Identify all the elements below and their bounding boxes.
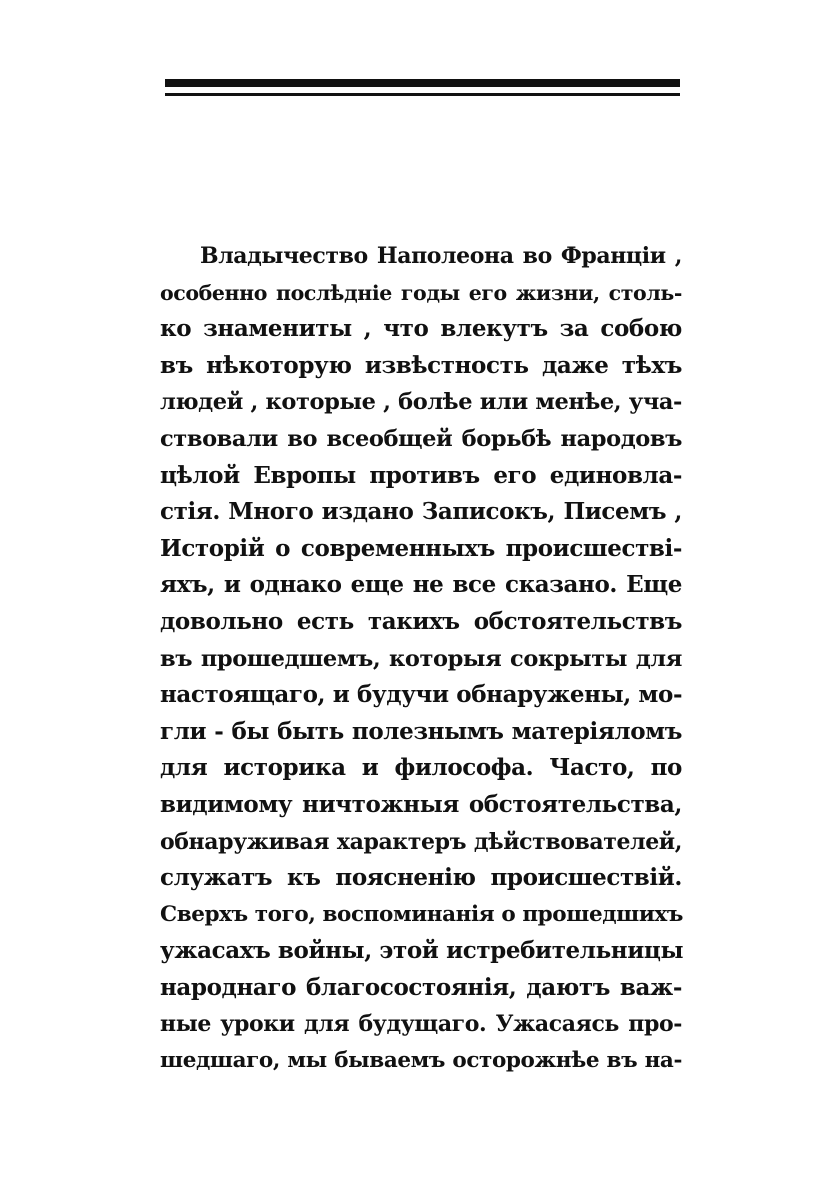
- body-text: [160, 238, 682, 1080]
- text-line: цѣлой Европы противъ его единовла-: [160, 461, 682, 489]
- text-line: ные уроки для будущаго. Ужасаясь про-: [160, 1011, 682, 1038]
- text-line: довольно есть такихъ обстоятельствъ: [160, 607, 682, 635]
- text-line: Владычество Наполеона во Франціи ,: [200, 243, 682, 269]
- text-line: видимому ничтожныя обстоятельства,: [160, 790, 682, 818]
- text-line: настоящаго, и будучи обнаружены, мо-: [160, 681, 683, 709]
- text-line: народнаго благосостоянія, даютъ важ-: [160, 973, 682, 1001]
- text-line: для историка и философа. Часто, по: [160, 754, 682, 782]
- text-line: ствовали во всеобщей борьбѣ народовъ: [160, 425, 682, 452]
- text-line: обнаруживая характеръ дѣйствователей,: [160, 828, 682, 855]
- text-line: гли - бы быть полезнымъ матеріяломъ: [160, 717, 682, 745]
- header-rule-thick: [165, 79, 680, 87]
- text-line: особенно послѣдніе годы его жизни, столь-: [160, 280, 682, 305]
- text-line: въ прошедшемъ, которыя сокрыты для: [160, 645, 682, 672]
- header-rule-thin: [165, 93, 680, 96]
- text-line: Исторій о современныхъ происшествi-: [160, 534, 682, 562]
- text-line: Сверхъ того, воспоминанія о прошедшихъ: [160, 901, 683, 927]
- text-line: ужасахъ войны, этой истребительницы: [160, 937, 684, 965]
- text-line: въ нѣкоторую извѣстность даже тѣхъ: [160, 351, 682, 379]
- text-line: людей , которые , болѣе или менѣе, уча-: [160, 389, 682, 416]
- text-line: стія. Много издано Записокъ, Писемъ ,: [160, 498, 682, 526]
- text-line: ко знамениты , что влекутъ за собою: [160, 315, 682, 343]
- text-line: служатъ къ поясненію происшествій.: [160, 864, 682, 892]
- text-line: яхъ, и однако еще не все сказано. Еще: [160, 571, 682, 599]
- text-line: шедшаго, мы бываемъ осторожнѣе въ на-: [160, 1048, 682, 1074]
